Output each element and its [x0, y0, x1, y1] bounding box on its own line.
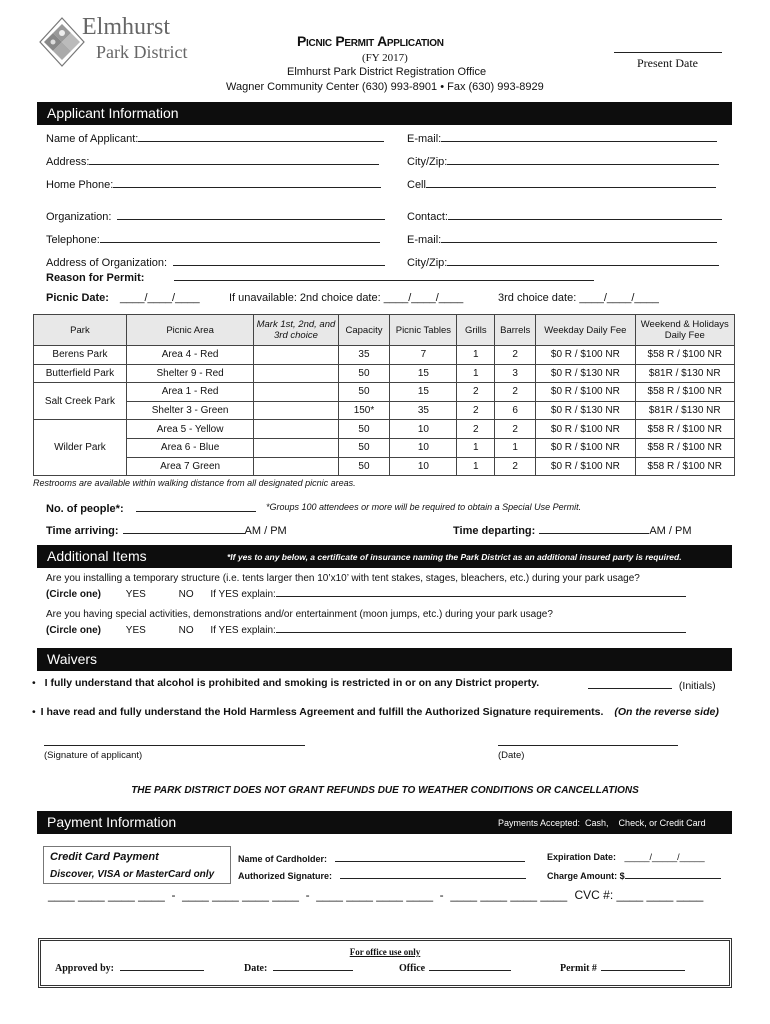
picnic-date-row	[46, 292, 726, 306]
tables: 10	[390, 420, 457, 439]
weekday-fee: $0 R / $130 NR	[536, 401, 635, 420]
cell-field[interactable]	[426, 176, 716, 188]
area-name: Area 5 - Yellow	[126, 420, 253, 439]
cell-label: Cell	[407, 179, 426, 191]
table-row	[34, 346, 735, 365]
org-address-label: Address of Organization:	[46, 257, 168, 269]
name-field[interactable]	[138, 130, 384, 142]
payments-accepted: Payments Accepted: Cash, Check, or Credit Card	[498, 818, 706, 828]
registration-office: Elmhurst Park District Registration Office	[287, 66, 487, 78]
email2-label: E-mail:	[407, 234, 442, 246]
weekend-fee: $58 R / $100 NR	[635, 383, 734, 402]
contact-label: Contact:	[407, 211, 448, 223]
area-name: Area 6 - Blue	[126, 438, 253, 457]
date-label: (Date)	[498, 750, 525, 761]
col-area: Picnic Area	[126, 315, 253, 346]
office-row	[399, 961, 511, 974]
cc-types: Discover, VISA or MasterCard only	[50, 869, 215, 880]
office-label: Office	[399, 963, 426, 974]
auth-signature-row	[238, 869, 526, 881]
park-name: Salt Creek Park	[34, 383, 127, 420]
applicant-row-5	[46, 231, 726, 245]
capacity: 35	[338, 346, 390, 365]
payment-section-header	[37, 811, 732, 834]
expiration-row	[547, 852, 705, 862]
question-2-answer	[46, 623, 726, 637]
col-barrels: Barrels	[495, 315, 536, 346]
home-phone-label: Home Phone:	[46, 179, 114, 191]
applicant-row-6	[46, 254, 726, 268]
choice-cell[interactable]	[254, 457, 338, 476]
weekday-fee: $0 R / $100 NR	[536, 346, 635, 365]
charge-row	[547, 869, 721, 881]
fiscal-year: (FY 2017)	[362, 52, 408, 64]
area-name: Shelter 3 - Green	[126, 401, 253, 420]
grills: 2	[457, 383, 495, 402]
contact-field[interactable]	[448, 208, 722, 220]
table-row	[34, 364, 735, 383]
applicant-section-header	[37, 102, 732, 125]
reason-label: Reason for Permit:	[46, 272, 145, 284]
area-name: Area 1 - Red	[126, 383, 253, 402]
barrels: 2	[495, 346, 536, 365]
logo	[38, 14, 198, 76]
cityzip2-field[interactable]	[447, 254, 719, 266]
cardholder-field[interactable]	[335, 852, 525, 862]
auth-signature-field[interactable]	[340, 869, 526, 879]
table-row	[34, 401, 735, 420]
credit-card-box	[43, 846, 231, 884]
capacity: 50	[338, 383, 390, 402]
weekend-fee: $81R / $130 NR	[635, 364, 734, 383]
name-label: Name of Applicant:	[46, 133, 139, 145]
capacity: 150*	[338, 401, 390, 420]
applicant-row-1	[46, 130, 726, 144]
weekend-fee: $58 R / $100 NR	[635, 457, 734, 476]
permit-row	[560, 961, 685, 974]
waivers-section-title: Waivers	[47, 651, 98, 667]
cardholder-label: Name of Cardholder:	[238, 854, 328, 864]
office-box	[38, 938, 732, 988]
address-field[interactable]	[89, 153, 379, 165]
reverse-side-note: (On the reverse side)	[614, 706, 719, 718]
bullet-icon: •	[32, 677, 36, 689]
tables: 10	[390, 457, 457, 476]
barrels: 2	[495, 383, 536, 402]
time-row	[46, 522, 726, 536]
yes-option[interactable]: YES	[125, 589, 146, 600]
cardholder-row	[238, 852, 525, 864]
email-field[interactable]	[441, 130, 717, 142]
weekend-fee: $58 R / $100 NR	[635, 346, 734, 365]
home-phone-field[interactable]	[113, 176, 381, 188]
choice-cell[interactable]	[254, 438, 338, 457]
office-date-field[interactable]	[273, 961, 353, 971]
logo-line2: Park District	[96, 42, 188, 62]
area-name: Area 7 Green	[126, 457, 253, 476]
charge-label: Charge Amount: $	[547, 871, 625, 881]
organization-label: Organization:	[46, 211, 112, 223]
tables: 7	[390, 346, 457, 365]
explain-label: If YES explain:	[210, 589, 276, 600]
weekday-fee: $0 R / $100 NR	[536, 420, 635, 439]
choice-cell[interactable]	[254, 346, 338, 365]
col-choice: Mark 1st, 2nd, and 3rd choice	[254, 315, 338, 346]
logo-diamond-icon	[38, 16, 86, 68]
barrels: 2	[495, 420, 536, 439]
table-row	[34, 457, 735, 476]
applicant-row-2	[46, 153, 726, 167]
picnic-date-label: Picnic Date:	[46, 292, 109, 304]
question-1: Are you installing a temporary structure (i.e. tents larger then 10’x10’ with tent stakes, stages, bleachers, etc.) during your park usage?	[46, 573, 640, 584]
telephone-label: Telephone:	[46, 234, 100, 246]
people-field[interactable]	[136, 500, 256, 512]
initials-row	[588, 677, 716, 692]
tables: 10	[390, 438, 457, 457]
grills: 1	[457, 346, 495, 365]
departing-ampm: AM / PM	[649, 525, 692, 537]
col-park: Park	[34, 315, 127, 346]
initials-label: (Initials)	[678, 680, 716, 692]
auth-signature-label: Authorized Signature:	[238, 871, 332, 881]
approved-label: Approved by:	[55, 963, 114, 974]
third-choice-label: 3rd choice date:	[498, 292, 577, 304]
restrooms-note: Restrooms are available within walking distance from all designated picnic areas.	[33, 478, 356, 488]
col-weekday: Weekday Daily Fee	[536, 315, 635, 346]
org-address-field[interactable]	[173, 254, 385, 266]
park-name: Wilder Park	[34, 420, 127, 476]
applicant-row-4	[46, 208, 726, 222]
reason-field[interactable]	[174, 269, 594, 281]
arriving-field[interactable]	[123, 522, 245, 534]
choice-cell[interactable]	[254, 364, 338, 383]
third-choice-field[interactable]: ____/____/____	[579, 292, 659, 304]
weekend-fee: $81R / $130 NR	[635, 401, 734, 420]
departing-label: Time departing:	[453, 525, 536, 537]
capacity: 50	[338, 420, 390, 439]
telephone-field[interactable]	[100, 231, 380, 243]
logo-line1: Elmhurst	[82, 14, 170, 40]
col-capacity: Capacity	[338, 315, 390, 346]
second-choice-label: If unavailable: 2nd choice date:	[229, 292, 381, 304]
approved-field[interactable]	[120, 961, 204, 971]
table-row	[34, 383, 735, 402]
people-label: No. of people*:	[46, 503, 124, 515]
applicant-row-3	[46, 176, 726, 190]
explain-field-2[interactable]	[276, 623, 686, 633]
no-option[interactable]: NO	[178, 589, 194, 600]
expiration-field[interactable]: _____/_____/_____	[624, 852, 705, 862]
tables: 15	[390, 383, 457, 402]
page-title: Picnic Permit Application	[297, 33, 444, 49]
question-1-answer	[46, 587, 726, 601]
col-weekend: Weekend & Holidays Daily Fee	[635, 315, 734, 346]
office-contact: Wagner Community Center (630) 993-8901 • Fax (630) 993-8929	[226, 81, 544, 93]
initials-field[interactable]	[588, 677, 672, 689]
barrels: 1	[495, 438, 536, 457]
charge-field[interactable]	[625, 869, 721, 879]
capacity: 50	[338, 364, 390, 383]
approved-row	[55, 961, 204, 974]
weekday-fee: $0 R / $100 NR	[536, 457, 635, 476]
question-2: Are you having special activities, demonstrations and/or entertainment (moon jumps, etc.) during your park usage?	[46, 609, 553, 620]
people-row	[46, 500, 726, 514]
permit-label: Permit #	[560, 963, 597, 974]
circle-one-label: (Circle one)	[46, 589, 102, 600]
park-name: Butterfield Park	[34, 364, 127, 383]
present-date-label: Present Date	[637, 56, 698, 70]
card-number-row	[48, 888, 703, 902]
additional-note: *If yes to any below, a certificate of insurance naming the Park District as an additional insured party is required.	[227, 552, 682, 562]
card-number-field[interactable]: ____ ____ ____ ____ - ____ ____ ____ ____ - ____ ____ ____ ____ - ____ ____ ____ ____	[48, 888, 568, 902]
area-name: Area 4 - Red	[126, 346, 253, 365]
people-note: *Groups 100 attendees or more will be required to obtain a Special Use Permit.	[266, 502, 582, 512]
weekend-fee: $58 R / $100 NR	[635, 438, 734, 457]
park-table-header	[34, 315, 735, 346]
col-grills: Grills	[457, 315, 495, 346]
barrels: 2	[495, 457, 536, 476]
col-tables: Picnic Tables	[390, 315, 457, 346]
table-row	[34, 420, 735, 439]
grills: 1	[457, 438, 495, 457]
applicant-section-title: Applicant Information	[47, 105, 179, 121]
tables: 35	[390, 401, 457, 420]
area-name: Shelter 9 - Red	[126, 364, 253, 383]
table-row	[34, 438, 735, 457]
signature-line[interactable]	[44, 745, 305, 746]
address-label: Address:	[46, 156, 90, 168]
email-label: E-mail:	[407, 133, 442, 145]
present-date-line[interactable]	[614, 52, 722, 53]
waiver-1	[32, 677, 539, 689]
arriving-ampm: AM / PM	[244, 525, 287, 537]
weekday-fee: $0 R / $130 NR	[536, 364, 635, 383]
waiver-1-text: I fully understand that alcohol is prohibited and smoking is restricted in or on any District property.	[44, 677, 540, 689]
arriving-label: Time arriving:	[46, 525, 119, 537]
picnic-date-field[interactable]: ____/____/____	[120, 292, 200, 304]
capacity: 50	[338, 438, 390, 457]
weekday-fee: $0 R / $100 NR	[536, 438, 635, 457]
second-choice-field[interactable]: ____/____/____	[383, 292, 464, 304]
departing-field[interactable]	[539, 522, 649, 534]
organization-field[interactable]	[117, 208, 385, 220]
choice-cell[interactable]	[254, 420, 338, 439]
signature-label: (Signature of applicant)	[44, 750, 143, 761]
circle-one-label: (Circle one)	[46, 625, 102, 636]
cityzip-field[interactable]	[447, 153, 719, 165]
explain-field-1[interactable]	[276, 587, 686, 597]
capacity: 50	[338, 457, 390, 476]
payment-section-title: Payment Information	[47, 814, 177, 830]
bullet-icon: •	[32, 706, 36, 718]
cvc-label: CVC #:	[574, 888, 614, 902]
park-table	[33, 314, 735, 476]
cityzip-label: City/Zip:	[407, 156, 448, 168]
cc-title: Credit Card Payment	[50, 851, 159, 863]
reason-row	[46, 269, 726, 283]
cityzip2-label: City/Zip:	[407, 257, 448, 269]
waiver-2	[32, 706, 719, 718]
no-option[interactable]: NO	[178, 625, 194, 636]
waiver-2-text: I have read and fully understand the Hold Harmless Agreement and fulfill the Authorized Signature requirements.	[40, 706, 604, 718]
office-use-title: For office use only	[349, 947, 421, 957]
yes-option[interactable]: YES	[125, 625, 146, 636]
weekday-fee: $0 R / $100 NR	[536, 383, 635, 402]
office-field[interactable]	[429, 961, 511, 971]
waivers-section-header	[37, 648, 732, 671]
tables: 15	[390, 364, 457, 383]
cvc-field[interactable]: ____ ____ ____	[616, 888, 704, 902]
permit-field[interactable]	[601, 961, 685, 971]
additional-section-header	[37, 545, 732, 568]
grills: 1	[457, 364, 495, 383]
email2-field[interactable]	[441, 231, 717, 243]
additional-section-title: Additional Items	[47, 548, 147, 564]
weekend-fee: $58 R / $100 NR	[635, 420, 734, 439]
choice-cell[interactable]	[254, 383, 338, 402]
choice-cell[interactable]	[254, 401, 338, 420]
park-name: Berens Park	[34, 346, 127, 365]
expiration-label: Expiration Date:	[547, 852, 617, 862]
office-date-row	[244, 961, 353, 974]
grills: 2	[457, 401, 495, 420]
explain-label: If YES explain:	[210, 625, 276, 636]
office-date-label: Date:	[244, 963, 268, 974]
grills: 2	[457, 420, 495, 439]
date-line[interactable]	[498, 745, 678, 746]
grills: 1	[457, 457, 495, 476]
barrels: 3	[495, 364, 536, 383]
barrels: 6	[495, 401, 536, 420]
refund-notice: THE PARK DISTRICT DOES NOT GRANT REFUNDS DUE TO WEATHER CONDITIONS OR CANCELLATIONS	[131, 785, 639, 796]
